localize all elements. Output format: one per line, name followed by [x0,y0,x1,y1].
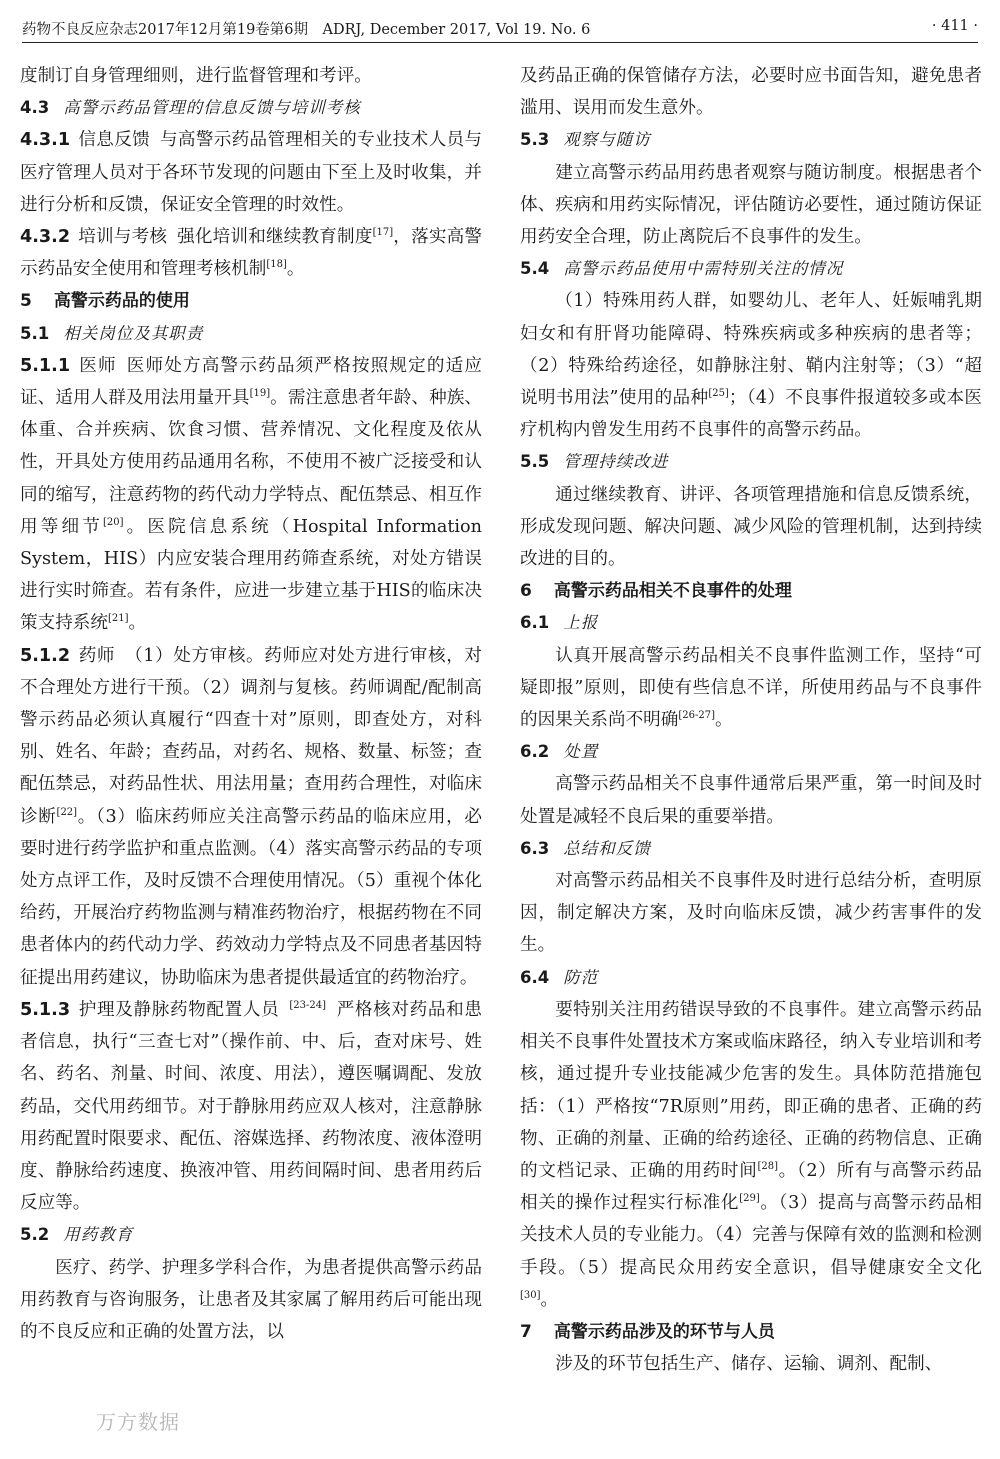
section-number: 5.2 [20,1225,50,1245]
subsection-title: 信息反馈 [78,130,151,151]
section-number: 5 [20,291,32,312]
paragraph-text: 。医院信息系统（Hospital Information System，HIS）内应安装合理用药筛查系统，对处方错误进行实时筛查。若有条件，应进一步建立基于HIS的临床决策支持系统 [20,516,482,634]
section-number: 5.3 [520,130,550,150]
section-title: 总结和反馈 [563,838,651,858]
section-heading-5 [20,285,482,317]
section-title: 高警示药品相关不良事件的处理 [553,581,792,602]
citation-ref[interactable]: [20] [102,516,124,528]
subsection-5-1-3 [20,994,482,1219]
citation-ref[interactable]: [29] [739,1193,760,1205]
section-heading-5-2 [20,1219,482,1251]
subsection-title: 护理及静脉药物配置人员 [78,999,280,1020]
citation-ref[interactable]: [25] [708,388,729,400]
section-number: 6.3 [520,838,550,858]
paragraph: 通过继续教育、讲评、各项管理措施和信息反馈系统，形成发现问题、解决问题、减少风险的管理机制，达到持续改进的目的。 [520,484,982,570]
watermark: 万方数据 [96,1410,180,1434]
page-number: · 411 · [931,18,978,34]
running-header [22,16,978,43]
section-number: 5.1.3 [20,999,71,1020]
citation-ref[interactable]: [23-24] [289,1000,327,1012]
subsection-title: 医师 [78,355,117,376]
paragraph-text: ；（4）不良事件报道较多或本医疗机构内曾发生用药不良事件的高警示药品。 [520,388,982,441]
section-number: 4.3 [20,98,50,118]
section-title: 高警示药品的使用 [53,291,190,312]
citation-ref[interactable]: [17] [372,227,394,239]
section-heading-6-3 [520,833,982,865]
subsection-4-3-2 [20,221,482,285]
paragraph-text: 。（2）所有与高警示药品相关的操作过程实行标准化 [520,1160,982,1214]
section-number: 6.1 [520,613,550,633]
section-title: 高警示药品使用中需特别关注的情况 [563,259,844,279]
paragraph-text: 严格核对药品和患者信息，执行“三查七对”（操作前、中、后，查对床号、姓名、药名、剂量、时间、浓度、用法），遵医嘱调配、发放药品，交代用药细节。对于静脉用药应双人核对，注意静脉用药配置时限要求、配伍、溶媒选择、药物浓度、液体澄明度、静脉给药速度、换液冲管、用药间隔时间、患者用药后反应等。 [20,999,482,1214]
section-title: 高警示药品管理的信息反馈与培训考核 [63,98,361,118]
section-heading-6-1 [520,607,982,639]
journal-citation: 药物不良反应杂志2017年12月第19卷第6期 ADRJ, December 2017, Vol 19. No. 6 [22,22,591,38]
section-title: 用药教育 [63,1225,134,1245]
paragraph [520,285,982,446]
section-heading-5-3 [520,124,982,156]
paragraph-text: 强化培训和继续教育制度 [177,227,373,248]
section-number: 5.4 [520,259,550,279]
subsection-4-3-1 [20,124,482,221]
paragraph: 及药品正确的保管储存方法，必要时应书面告知，避免患者滥用、误用而发生意外。 [520,66,982,119]
paragraph-text: 。 [128,613,147,634]
section-title: 高警示药品涉及的环节与人员 [553,1321,775,1342]
citation-ref[interactable]: [30] [520,1289,541,1301]
paragraph [520,640,982,737]
section-heading-6-4 [520,962,982,994]
section-heading-5-1 [20,318,482,350]
section-number: 6 [520,581,532,602]
section-heading-4-3 [20,92,482,124]
paragraph-text: 与高警示药品管理相关的专业技术人员与医疗管理人员对于各环节发现的问题由下至上及时收集，并进行分析和反馈，保证安全管理的时效性。 [20,130,482,215]
section-number: 5.1.1 [20,355,71,376]
section-heading-5-5 [520,446,982,478]
section-heading-5-4 [520,253,982,285]
paragraph-text: （1）特殊用药人群，如婴幼儿、老年人、妊娠哺乳期妇女和有肝肾功能障碍、特殊疾病或多种疾病的患者等；（2）特殊给药途径，如静脉注射、鞘内注射等；（3）“超说明书用法”使用的品种 [520,291,982,409]
paragraph-text: 。 [715,710,733,731]
paragraph: 建立高警示药品用药患者观察与随访制度。根据患者个体、疾病和用药实际情况，评估随访必要性，通过随访保证用药安全合理，防止离院后不良事件的发生。 [520,162,982,248]
section-number: 5.5 [520,452,550,472]
right-column [520,60,982,1380]
subsection-5-1-2 [20,640,482,994]
citation-ref[interactable]: [26-27] [678,710,715,722]
citation-ref[interactable]: [19] [249,388,271,400]
paragraph-text: 。 [540,1289,559,1310]
subsection-title: 药师 [78,645,116,666]
section-number: 5.1 [20,323,50,343]
paragraph: 医疗、药学、护理多学科合作，为患者提供高警示药品用药教育与咨询服务，让患者及其家属了解用药后可能出现的不良反应和正确的处置方法，以 [20,1257,482,1342]
section-title: 管理持续改进 [563,452,669,472]
subsection-title: 培训与考核 [78,227,168,248]
section-title: 观察与随访 [563,130,651,150]
section-heading-7 [520,1316,982,1348]
paragraph-text: （1）处方审核。药师应对处方进行审核，对不合理处方进行干预。（2）调剂与复核。药师调配/配制高警示药品必须认真履行“四查十对”原则，即查处方，对科别、姓名、年龄；查药品，对药名、规格、数量、标签；查配伍禁忌，对药品性状、用法用量；查用药合理性，对临床诊断 [20,645,482,827]
citation-ref[interactable]: [22] [56,806,78,818]
paragraph-text: 。（3）提高与高警示药品相关技术人员的专业能力。（4）完善与保障有效的监测和检测手段。（5）提高民众用药安全意识，倡导健康安全文化 [520,1193,982,1278]
section-heading-6 [520,575,982,607]
paragraph: 涉及的环节包括生产、储存、运输、调剂、配制、 [555,1354,943,1375]
left-column [20,60,482,1348]
paragraph: 度制订自身管理细则，进行监督管理和考评。 [20,66,372,86]
section-title: 防范 [563,967,599,987]
citation-ref[interactable]: [21] [107,613,129,625]
paragraph-text: 。需注意患者年龄、种族、体重、合并疾病、饮食习惯、营养情况、文化程度及依从性，开具处方使用药品通用名称，不使用不被广泛接受和认同的缩写，注意药物的药代动力学特点、配伍禁忌、相互作用等细节 [20,388,482,537]
section-number: 6.2 [520,742,550,762]
paragraph: 高警示药品相关不良事件通常后果严重，第一时间及时处置是减轻不良后果的重要举措。 [520,774,982,827]
paragraph-text: 。 [286,259,305,280]
paragraph-text: ，落实高警示药品安全使用和管理考核机制 [20,227,482,280]
subsection-5-1-1 [20,350,482,640]
section-title: 处置 [563,742,599,762]
section-number: 4.3.2 [20,227,71,248]
paragraph-text: 医师处方高警示药品须严格按照规定的适应证、适用人群及用法用量开具 [20,355,482,409]
section-title: 相关岗位及其职责 [63,323,204,343]
section-number: 5.1.2 [20,645,71,666]
section-heading-6-2 [520,736,982,768]
paragraph: 对高警示药品相关不良事件及时进行总结分析，查明原因，制定解决方案，及时向临床反馈，减少药害事件的发生。 [520,871,982,956]
citation-ref[interactable]: [28] [757,1161,778,1173]
paragraph-text: 。（3）临床药师应关注高警示药品的临床应用，必要时进行药学监护和重点监测。（4）落实高警示药品的专项处方点评工作，及时反馈不合理使用情况。（5）重视个体化给药，开展治疗药物监测与精准药物治疗，根据药物在不同患者体内的药代动力学、药效动力学特点及不同患者基因特征提出用药建议，协助临床为患者提供最适宜的药物治疗。 [20,806,482,988]
paragraph-text: 认真开展高警示药品相关不良事件监测工作，坚持“可疑即报”原则，即使有些信息不详，所使用药品与不良事件的因果关系尚不明确 [520,645,982,731]
section-title: 上报 [563,613,599,633]
citation-ref[interactable]: [18] [266,259,287,271]
section-number: 4.3.1 [20,130,71,151]
section-number: 6.4 [520,967,550,987]
section-number: 7 [520,1321,532,1342]
paragraph [520,994,982,1316]
paragraph-text: 要特别关注用药错误导致的不良事件。建立高警示药品相关不良事件处置技术方案或临床路径，纳入专业培训和考核，通过提升专业技能减少危害的发生。具体防范措施包括：（1）严格按“7R原则”用药，即正确的患者、正确的药物、正确的剂量、正确的给药途径、正确的药物信息、正确的文档记录、正确的用药时间 [520,999,982,1181]
